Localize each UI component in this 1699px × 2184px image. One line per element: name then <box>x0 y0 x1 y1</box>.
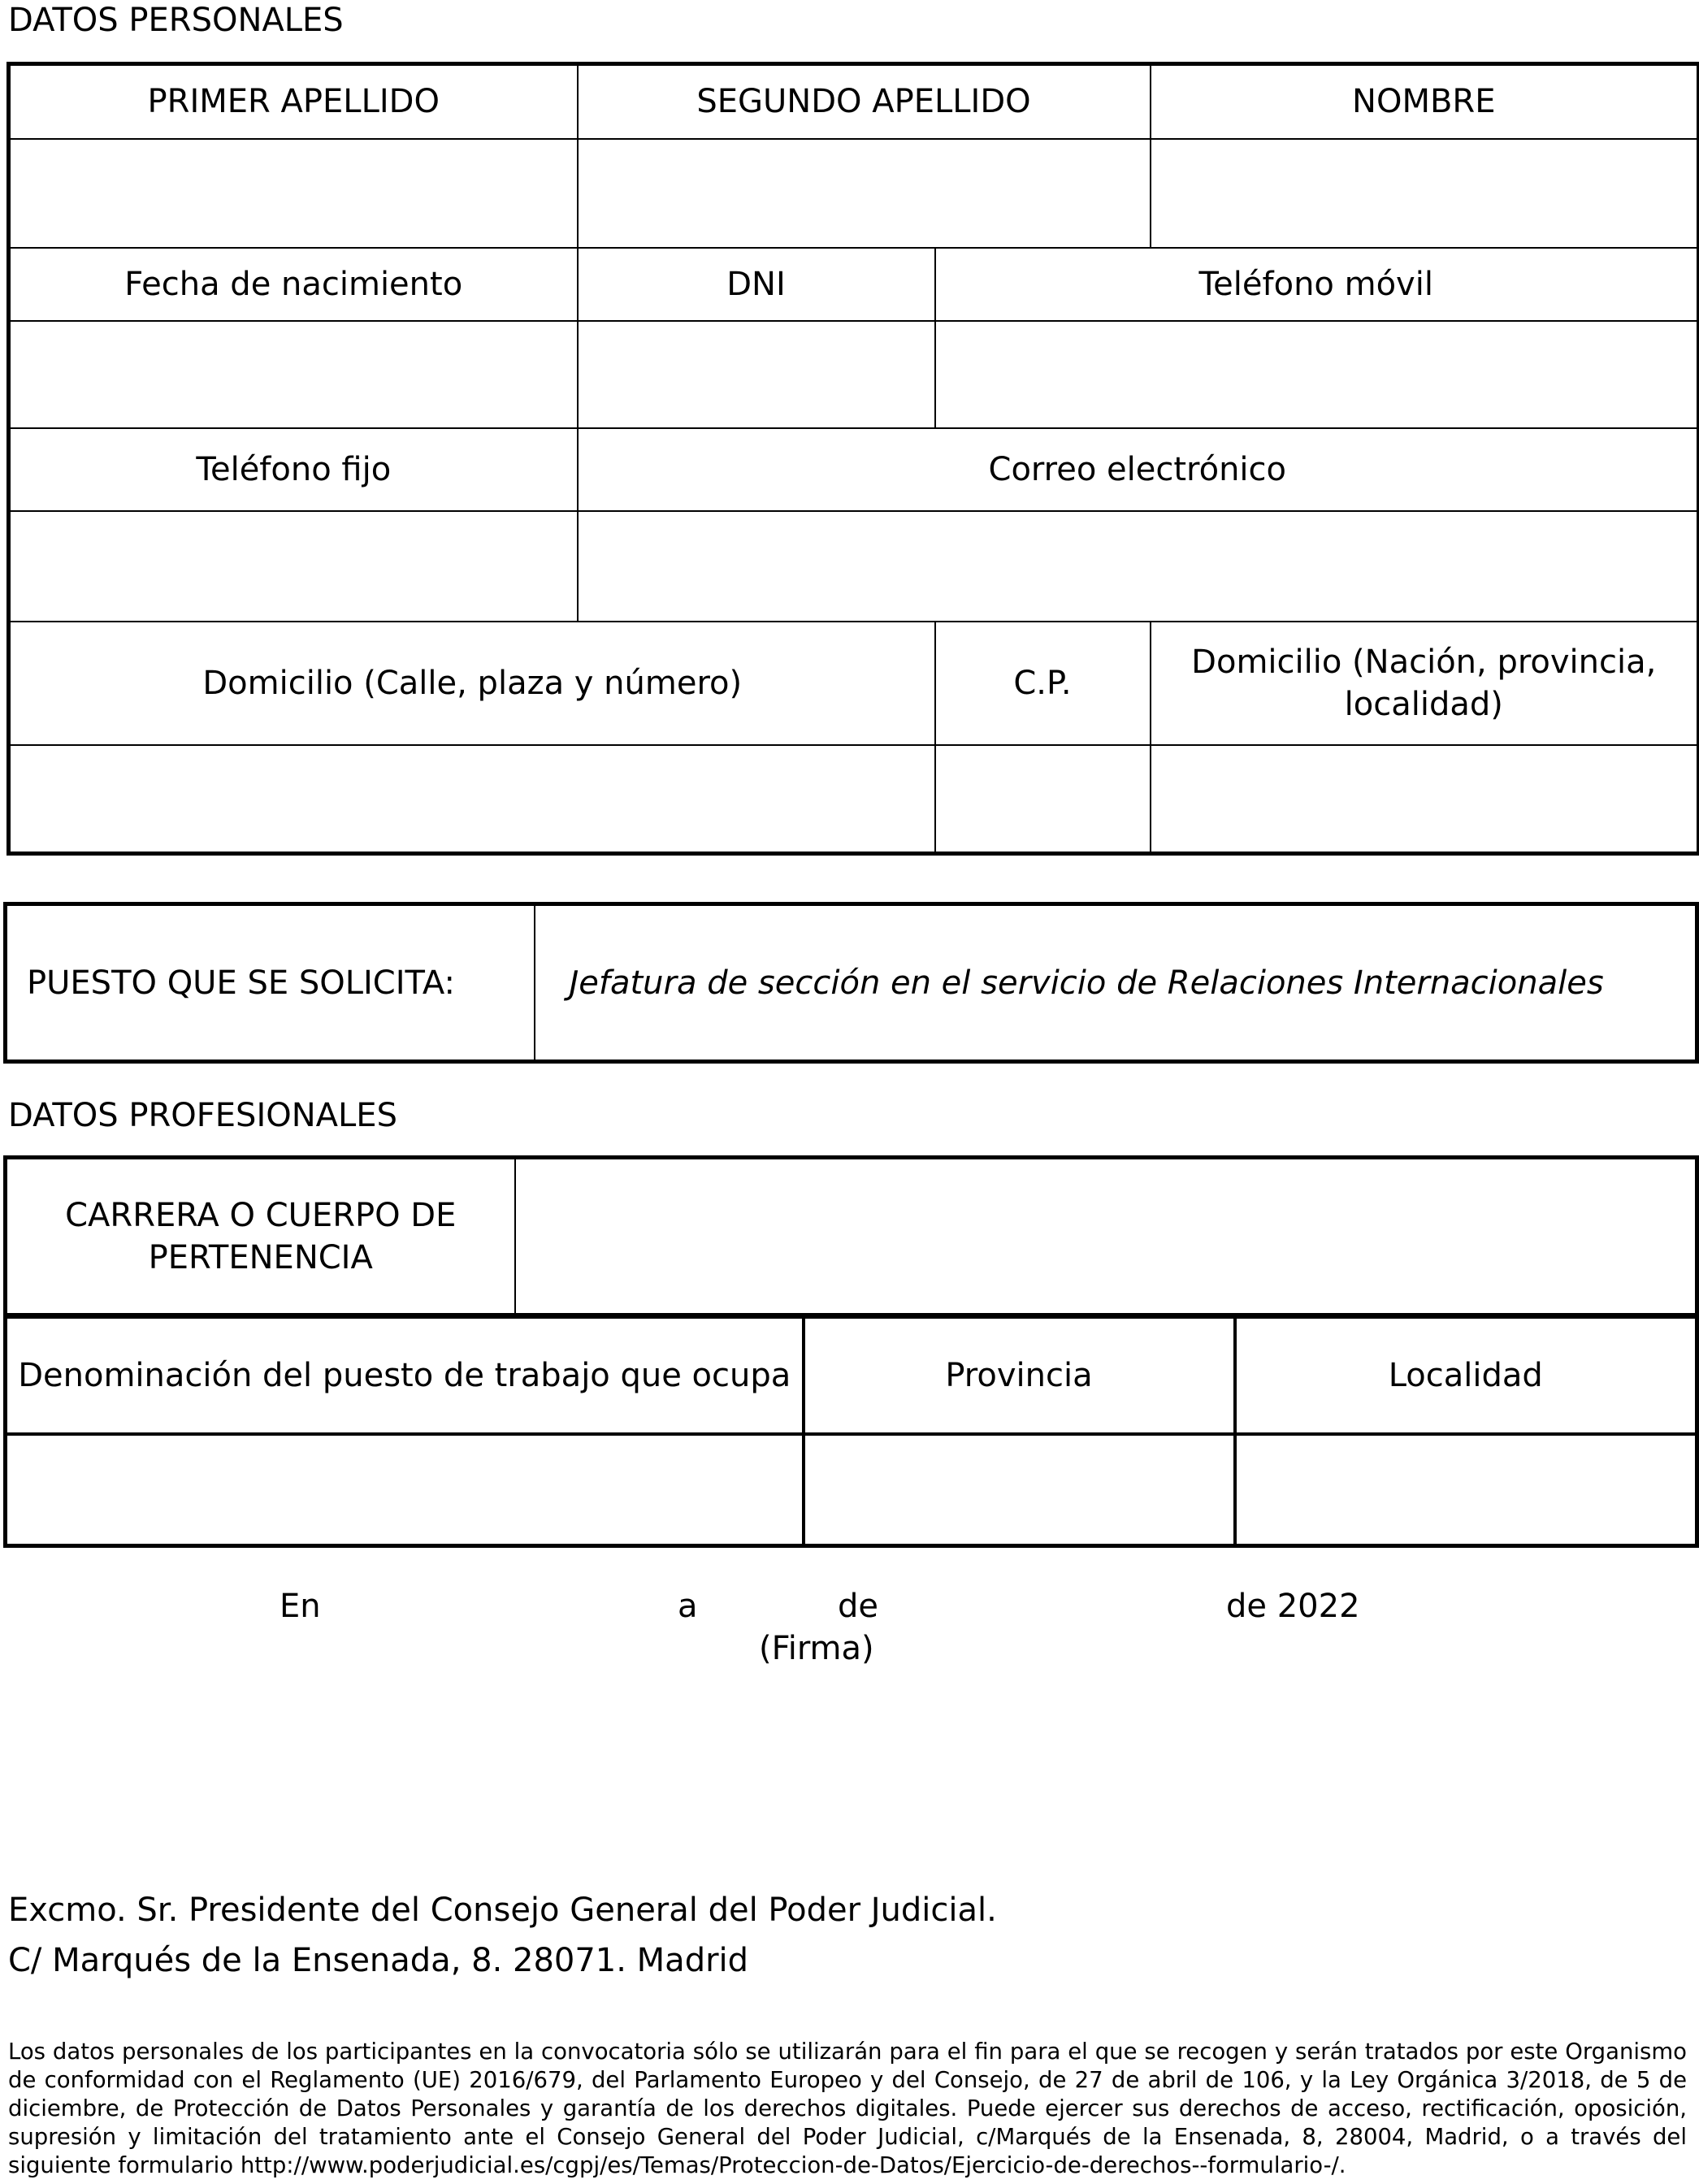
header-denominacion: Denominación del puesto de trabajo que ocupa <box>6 1317 804 1434</box>
firma-de-year: de 2022 <box>1226 1588 1360 1625</box>
header-fecha-nacimiento: Fecha de nacimiento <box>9 248 578 321</box>
provincia-field[interactable] <box>804 1434 1235 1546</box>
segundo-apellido-field[interactable] <box>578 139 1151 248</box>
section-title-datos-personales: DATOS PERSONALES <box>8 2 344 39</box>
puesto-table <box>3 902 1699 1064</box>
domicilio-nacion-field[interactable] <box>1151 745 1699 854</box>
professional-position-table <box>3 1315 1699 1548</box>
denominacion-field[interactable] <box>6 1434 804 1546</box>
firma-en: En <box>280 1588 321 1625</box>
header-primer-apellido: PRIMER APELLIDO <box>9 64 578 139</box>
address-line-1: Excmo. Sr. Presidente del Consejo General del Poder Judicial. <box>8 1892 997 1929</box>
section-title-datos-profesionales: DATOS PROFESIONALES <box>8 1097 397 1134</box>
puesto-label: PUESTO QUE SE SOLICITA: <box>6 904 535 1062</box>
firma-a: a <box>678 1588 698 1625</box>
nombre-field[interactable] <box>1151 139 1699 248</box>
header-provincia: Provincia <box>804 1317 1235 1434</box>
personal-data-table <box>7 62 1699 856</box>
domicilio-calle-field[interactable] <box>9 745 935 854</box>
telefono-movil-field[interactable] <box>935 321 1699 428</box>
dni-field[interactable] <box>578 321 935 428</box>
header-telefono-fijo: Teléfono fijo <box>9 428 578 511</box>
header-domicilio-calle: Domicilio (Calle, plaza y número) <box>9 622 935 745</box>
header-segundo-apellido: SEGUNDO APELLIDO <box>578 64 1151 139</box>
correo-field[interactable] <box>578 511 1699 622</box>
header-correo: Correo electrónico <box>578 428 1699 511</box>
carrera-field[interactable] <box>515 1158 1697 1315</box>
firma-label: (Firma) <box>759 1630 874 1667</box>
telefono-fijo-field[interactable] <box>9 511 578 622</box>
professional-data-table <box>3 1155 1699 1317</box>
address-line-2: C/ Marqués de la Ensenada, 8. 28071. Madrid <box>8 1942 749 1979</box>
legal-notice: Los datos personales de los participantes en la convocatoria sólo se utilizarán para el fin para el que se recogen y serán tratados por este Organismo de conformidad con el Reglamento (UE) 2016/679, del Parlamento Europeo y del Consejo, de 27 de abril de 106, y la Ley Orgánica 3/2018, de 5 de diciembre, de Protección de Datos Personales y garantía de los derechos digitales. Puede ejercer sus derechos de acceso, rectificación, oposición, supresión y limitación del tratamiento ante el Consejo General del Poder Judicial, c/Marqués de la Ensenada, 8, 28004, Madrid, o a través del siguiente formulario http://www.poderjudicial.es/cgpj/es/Temas/Proteccion-de-Datos/Ejercicio-de-derechos--formulario-/. <box>8 2039 1687 2178</box>
header-carrera: CARRERA O CUERPO DE PERTENENCIA <box>6 1158 515 1315</box>
fecha-nacimiento-field[interactable] <box>9 321 578 428</box>
header-telefono-movil: Teléfono móvil <box>935 248 1699 321</box>
header-dni: DNI <box>578 248 935 321</box>
puesto-value: Jefatura de sección en el servicio de Relaciones Internacionales <box>535 904 1697 1062</box>
firma-de: de <box>838 1588 878 1625</box>
cp-field[interactable] <box>935 745 1151 854</box>
header-domicilio-nacion: Domicilio (Nación, provincia, localidad) <box>1151 622 1699 745</box>
header-cp: C.P. <box>935 622 1151 745</box>
localidad-field[interactable] <box>1235 1434 1697 1546</box>
header-nombre: NOMBRE <box>1151 64 1699 139</box>
header-localidad: Localidad <box>1235 1317 1697 1434</box>
primer-apellido-field[interactable] <box>9 139 578 248</box>
